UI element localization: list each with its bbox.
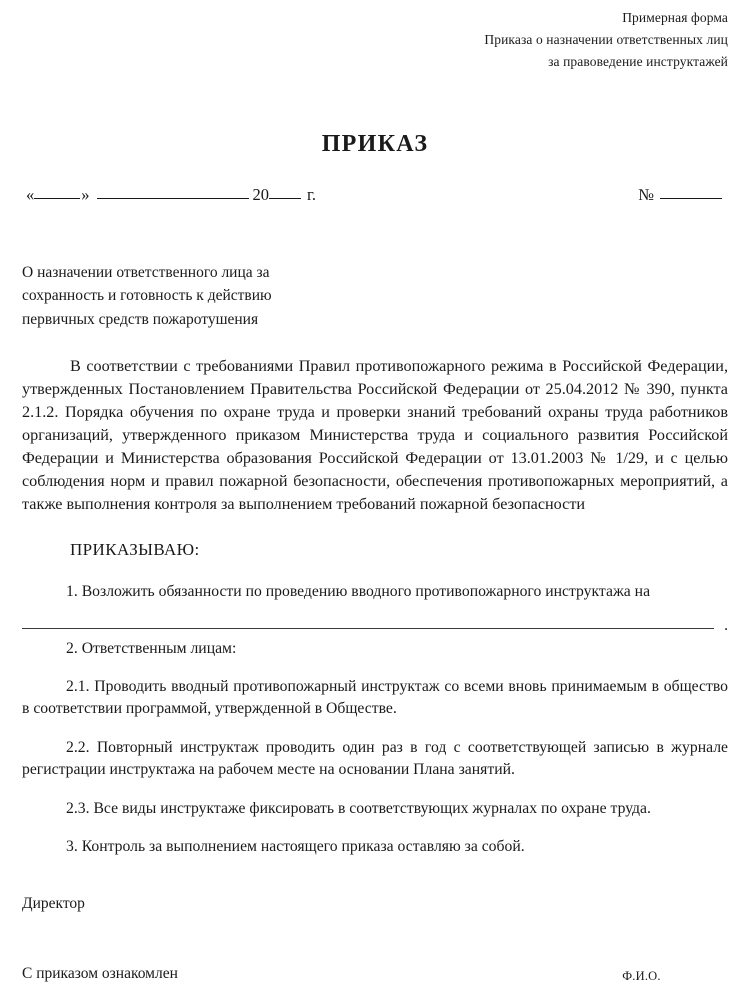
form-header (22, 7, 728, 73)
date-and-number-row (22, 185, 728, 211)
director-label: Директор (22, 894, 85, 912)
order-item-1: 1. Возложить обязанности по проведению вводного противопожарного инструктажа на (66, 583, 651, 601)
year-prefix: 20 (252, 184, 269, 204)
order-subject-line-1: О назначении ответственного лица за (22, 263, 270, 281)
day-blank[interactable] (34, 198, 80, 199)
form-header-line-3: за правоведение инструктажей (548, 53, 728, 69)
signature-name-caption: Ф.И.О. (622, 968, 661, 983)
order-subject-line-2: сохранность и готовность к действию (22, 287, 272, 305)
order-item-2-1: 2.1. Проводить вводный противопожарный инструктаж со всеми вновь принимаемым в общество в соответствии программой, утвержденной в Обществе. (22, 677, 728, 718)
order-item-2-2: 2.2. Повторный инструктаж проводить один раз в год с соответствующей записью в журнале регистрации инструктажа на рабочем месте на основании Плана занятий. (22, 738, 728, 779)
order-item-3: 3. Контроль за выполнением настоящего приказа оставляю за собой. (66, 837, 525, 855)
acknowledgement-label: С приказом ознакомлен (22, 964, 178, 982)
year-suffix: г. (307, 184, 317, 204)
order-item-2-3: 2.3. Все виды инструктаже фиксировать в соответствующих журналах по охране труда. (66, 799, 651, 817)
acknowledgement-row (22, 965, 728, 1005)
number-symbol: № (638, 184, 654, 204)
fill-terminator: . (724, 616, 728, 634)
quote-open: « (26, 184, 35, 204)
quote-close: » (81, 184, 90, 204)
form-header-line-1: Примерная форма (622, 10, 728, 25)
orders-keyword: ПРИКАЗЫВАЮ: (70, 540, 200, 560)
order-number-group (638, 185, 722, 205)
order-item-2: 2. Ответственным лицам: (66, 639, 237, 657)
form-header-line-2: Приказа о назначении ответственных лиц (484, 31, 728, 47)
order-subject (22, 261, 728, 332)
responsible-person-blank-row (22, 616, 728, 636)
order-number-blank[interactable] (660, 198, 722, 199)
year-blank[interactable] (269, 198, 301, 199)
signature-block (543, 967, 740, 985)
responsible-person-blank[interactable] (22, 628, 714, 629)
document-title: ПРИКАЗ (321, 130, 429, 157)
order-subject-line-3: первичных средств пожаротушения (22, 310, 259, 328)
preamble-paragraph: В соответствии с требованиями Правил противопожарного режима в Российской Федерации, утвержденных Постановлением Правительства Российской Федерации от 25.04.2012 № 390, пункта 2.1.2. Порядка обучения по охране труда и проверки знаний требований охраны труда работников организаций, утвержденного приказом Министерства труда и социального развития Российской Федерации и Министерства образования Российской Федерации от 13.01.2003 № 1/29, и с целью соблюдения норм и правил пожарной безопасности, обеспечения противопожарных мероприятий, а также выполнения контроля за выполнением требований пожарной безопасности (22, 357, 728, 514)
month-blank[interactable] (97, 198, 249, 199)
date-field-group (26, 185, 316, 205)
